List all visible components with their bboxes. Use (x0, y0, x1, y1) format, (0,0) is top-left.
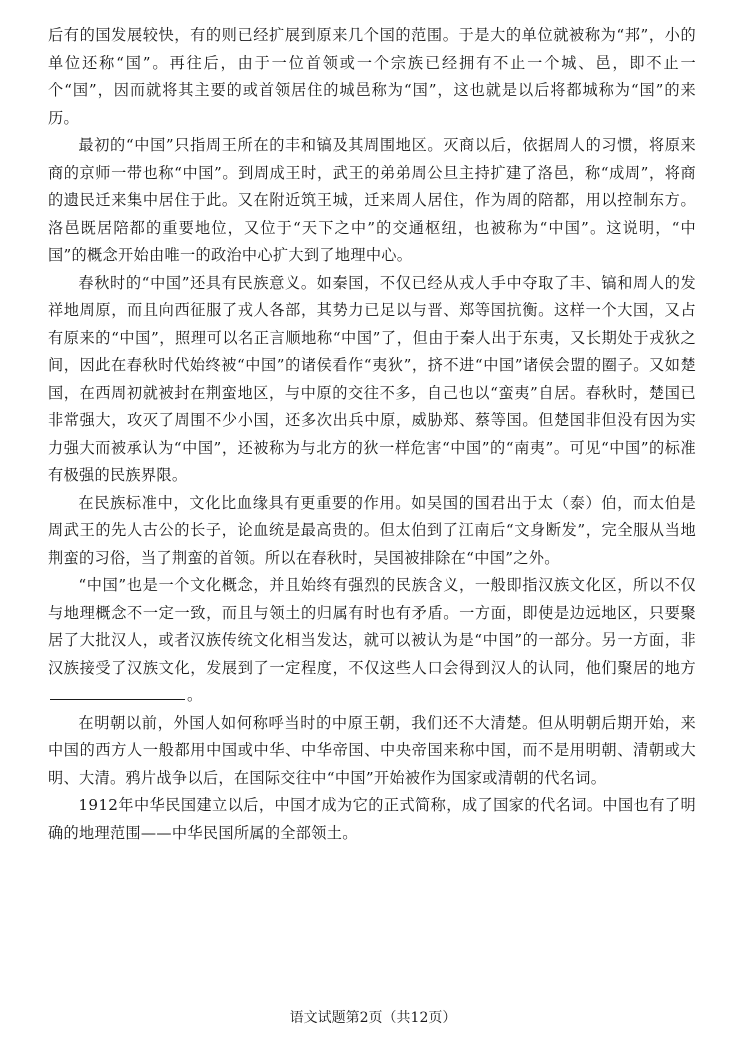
body-text (48, 22, 696, 847)
page-footer (0, 1009, 746, 1027)
paragraph-2 (48, 132, 696, 270)
paragraph-3 (48, 270, 696, 490)
paragraph-text: 在明朝以前，外国人如何称呼当时的中原王朝，我们还不大清楚。但从明朝后期开始，来中国的西方人一般都用中国或中华、中华帝国、中央帝国来称中国，而不是用明朝、清朝或大明、大清。鸦片战争以后，在国际交往中“中国”开始被作为国家或清朝的代名词。 (48, 713, 696, 787)
paragraph-text: 1912年中华民国建立以后，中国才成为它的正式简称，成了国家的代名词。中国也有了明确的地理范围——中华民国所属的全部领土。 (48, 796, 696, 842)
paragraph-7 (48, 792, 696, 847)
paragraph-text: 春秋时的“中国”还具有民族意义。如秦国，不仅已经从戎人手中夺取了丰、镐和周人的发祥地周原，而且向西征服了戎人各部，其势力已足以与晋、郑等国抗衡。这样一个大国，又占有原来的“中国”，照理可以名正言顺地称“中国”了，但由于秦人出于东夷，又长期处于戎狄之间，因此在春秋时代始终被“中国”的诸侯看作“夷狄”，挤不进“中国”诸侯会盟的圈子。又如楚国，在西周初就被封在荆蛮地区，与中原的交往不多，自己也以“蛮夷”自居。春秋时，楚国已非常强大，攻灭了周围不少小国，还多次出兵中原，威胁郑、蔡等国。但楚国非但没有因为实力强大而被承认为“中国”，还被称为与北方的狄一样危害“中国”的“南夷”。可见“中国”的标准有极强的民族界限。 (48, 273, 696, 484)
paragraph-4 (48, 490, 696, 573)
paragraph-text: 后有的国发展较快，有的则已经扩展到原来几个国的范围。于是大的单位就被称为“邦”，小的单位还称“国”。再往后，由于一位首领或一个宗族已经拥有不止一个城、邑，即不止一个“国”，因而就将其主要的或首领居住的城邑称为“国”，这也就是以后将都城称为“国”的来历。 (48, 26, 696, 127)
page-number-label: 语文试题第2页（共12页） (289, 1010, 457, 1026)
paragraph-5 (48, 572, 696, 710)
paragraph-text: 最初的“中国”只指周王所在的丰和镐及其周围地区。灭商以后，依据周人的习惯，将原来商的京师一带也称“中国”。到周成王时，武王的弟弟周公旦主持扩建了洛邑，称“成周”，将商的遗民迁来集中居住于此。又在附近筑王城，迁来周人居住，作为周的陪都，用以控制东方。洛邑既居陪都的重要地位，又位于“天下之中”的交通枢纽，也被称为“中国”。这说明，“中国”的概念开始由唯一的政治中心扩大到了地理中心。 (48, 136, 696, 264)
paragraph-text-after: 。 (187, 686, 203, 704)
paragraph-6 (48, 710, 696, 793)
paragraph-1 (48, 22, 696, 132)
paragraph-text: “中国”也是一个文化概念，并且始终有强烈的民族含义，一般即指汉族文化区，所以不仅与地理概念不一定一致，而且与领土的归属有时也有矛盾。一方面，即使是边远地区，只要聚居了大批汉人，或者汉族传统文化相当发达，就可以被认为是“中国”的一部分。另一方面，非汉族接受了汉族文化，发展到了一定程度，不仅这些人口会得到汉人的认同，他们聚居的地方 (48, 576, 696, 677)
fill-in-blank[interactable] (50, 683, 185, 700)
paragraph-text: 在民族标准中，文化比血缘具有更重要的作用。如吴国的国君出于太（泰）伯，而太伯是周武王的先人古公的长子，论血统是最高贵的。但太伯到了江南后“文身断发”，完全服从当地荆蛮的习俗，当了荆蛮的首领。所以在春秋时，吴国被排除在“中国”之外。 (48, 493, 696, 567)
